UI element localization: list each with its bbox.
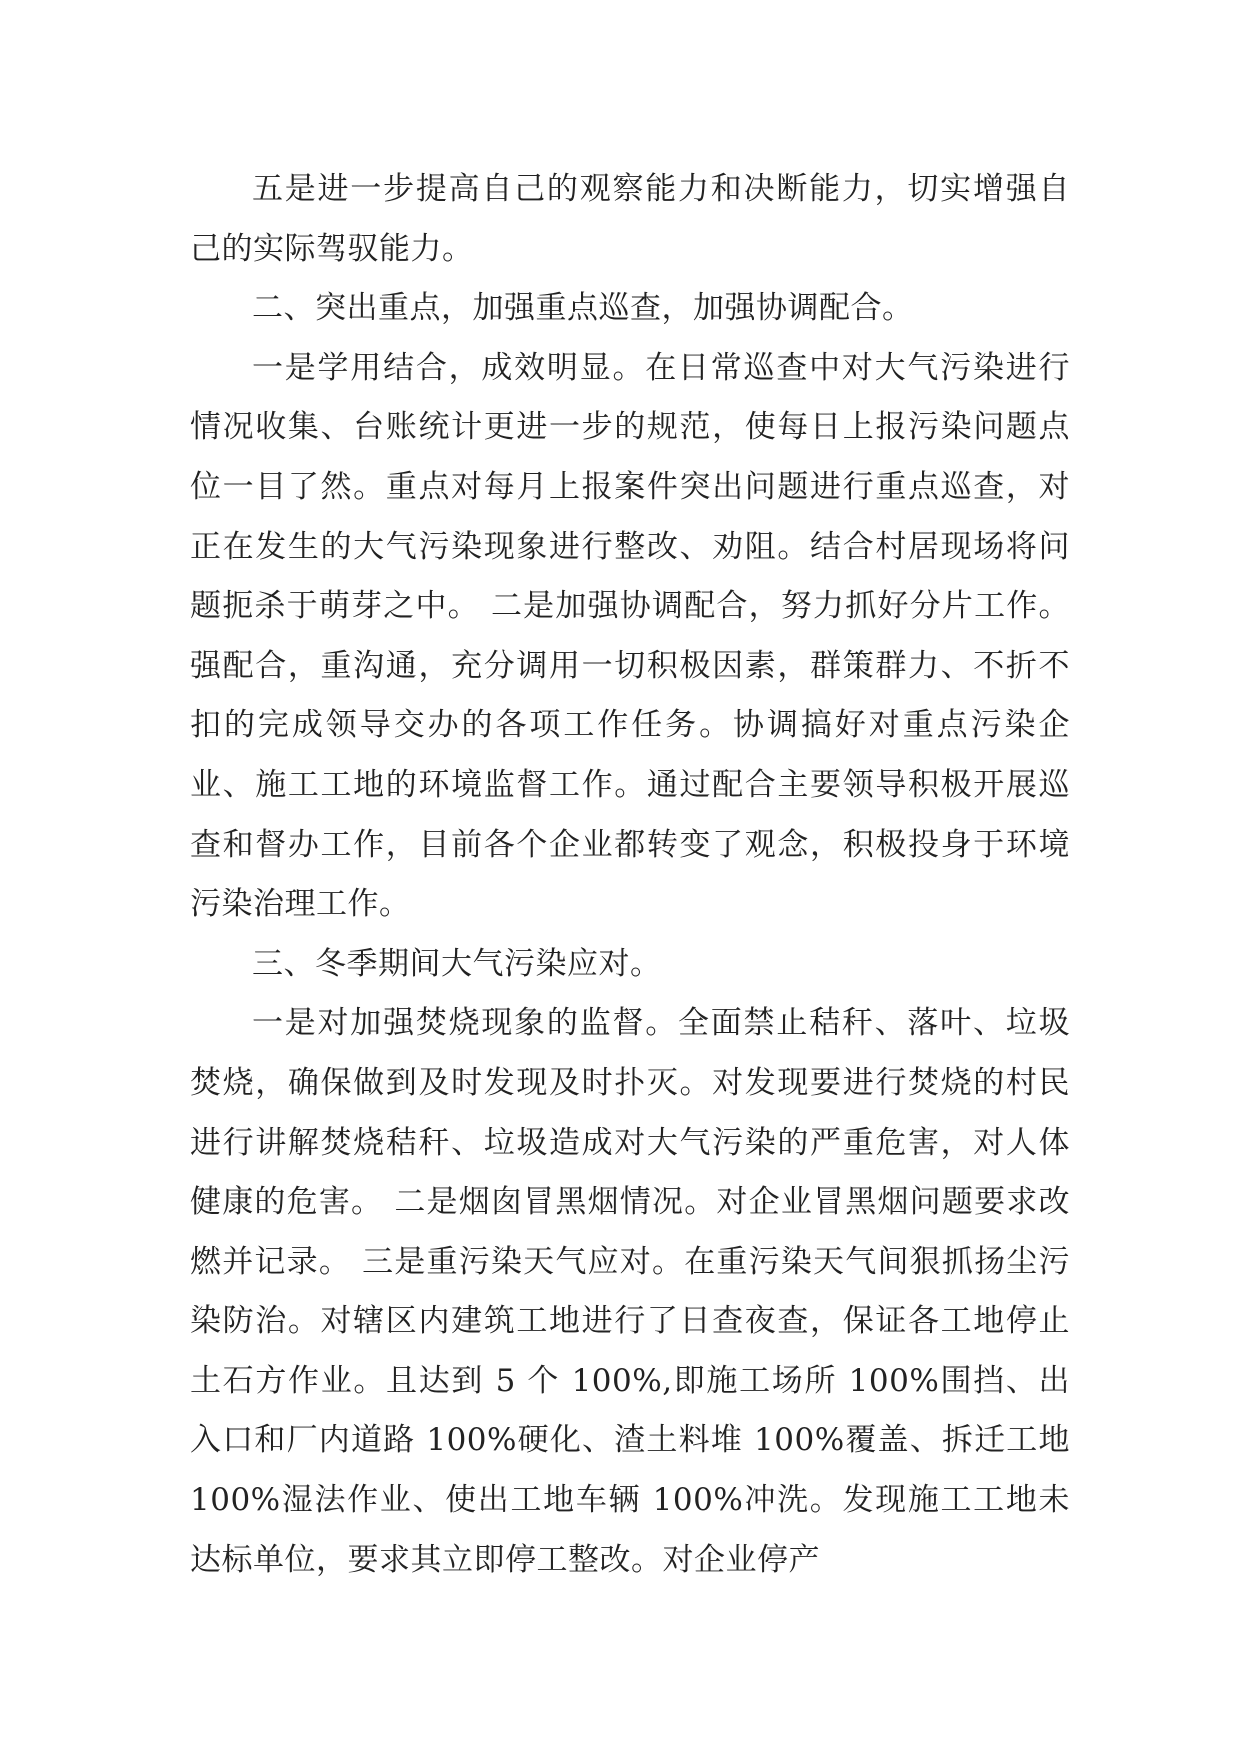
- paragraph-section-two-body: 一是学用结合，成效明显。在日常巡查中对大气污染进行情况收集、台账统计更进一步的规范，使每日上报污染问题点位一目了然。重点对每月上报案件突出问题进行重点巡查，对正在发生的大气污染现象进行整改、劝阻。结合村居现场将问题扼杀于萌芽之中。 二是加强协调配合，努力抓好分片工作。强配合，重沟通，充分调用一切积极因素，群策群力、不折不扣的完成领导交办的各项工作任务。协调搞好对重点污染企业、施工工地的环境监督工作。通过配合主要领导积极开展巡查和督办工作，目前各个企业都转变了观念，积极投身于环境污染治理工作。: [190, 349, 1070, 923]
- section-heading-three: 三、冬季期间大气污染应对。: [252, 945, 662, 982]
- section-heading-two: 二、突出重点，加强重点巡查，加强协调配合。: [252, 290, 914, 327]
- paragraph-section-three-body: 一是对加强焚烧现象的监督。全面禁止秸秆、落叶、垃圾焚烧，确保做到及时发现及时扑灭。对发现要进行焚烧的村民进行讲解焚烧秸秆、垃圾造成对大气污染的严重危害，对人体健康的危害。 二是烟囱冒黑烟情况。对企业冒黑烟问题要求改燃并记录。 三是重污染天气应对。在重污染天气间狠抓扬尘污染防治。对辖区内建筑工地进行了日查夜查，保证各工地停止土石方作业。且达到 5 个 100%,即施工场所 100%围挡、出入口和厂内道路 100%硬化、渣土料堆 100%覆盖、拆迁工地 100%湿法作业、使出工地车辆 100%冲洗。发现施工工地未达标单位，要求其立即停工整改。对企业停产: [190, 1005, 1070, 1578]
- paragraph-item-five: 五是进一步提高自己的观察能力和决断能力，切实增强自己的实际驾驭能力。: [190, 171, 1070, 267]
- document-body: [190, 160, 1070, 1590]
